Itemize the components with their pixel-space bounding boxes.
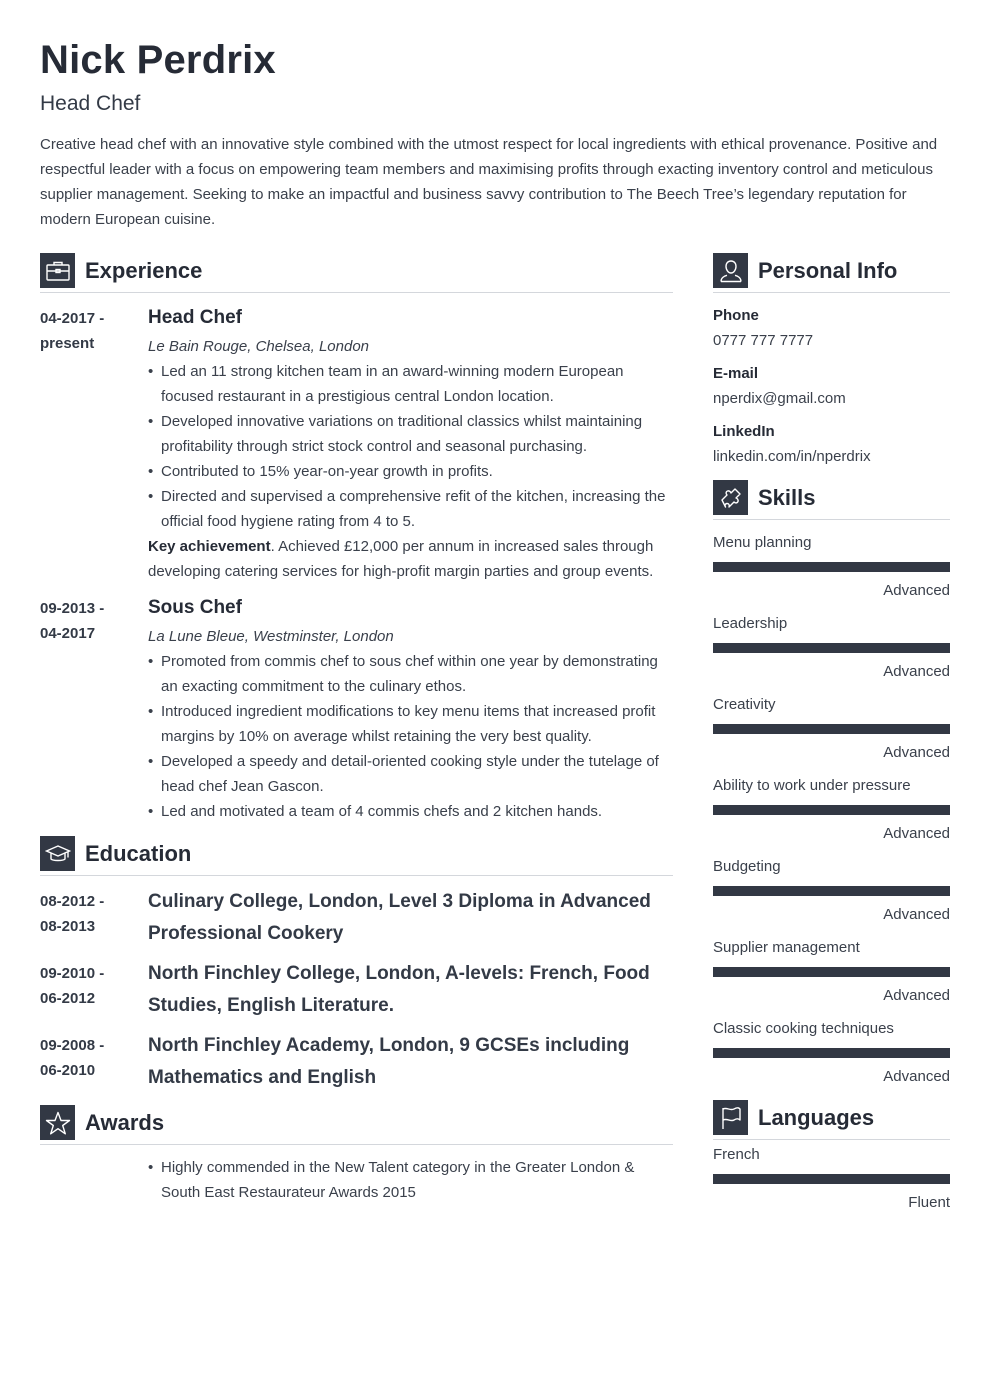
skill-name: French [713,1146,760,1163]
briefcase-icon [40,253,75,288]
candidate-name: Nick Perdrix [40,38,276,82]
job-employer: Le Bain Rouge, Chelsea, London [148,338,370,355]
education-date-start: 09-2008 - [40,1037,105,1054]
job-bullet: • Promoted from commis chef to sous chef within one year by demonstrating an exacting commitment to the culinary ethos. [148,649,673,699]
skill-bar [713,562,950,572]
skill-row [713,1145,950,1215]
skill-bar-fill [713,1048,950,1058]
education-date-start: 08-2012 - [40,893,105,910]
job-title: Sous Chef [148,597,242,618]
job-dates [40,596,140,646]
skill-level: Advanced [883,744,950,761]
education-dates [40,889,140,939]
education-section-header [40,836,673,876]
phone-label: Phone [713,307,759,324]
skill-name: Ability to work under pressure [713,777,911,794]
skill-row [713,533,950,603]
education-title: Education [85,841,192,866]
key-achievement [148,534,673,584]
awards-section-header [40,1105,673,1145]
education-degree: North Finchley Academy, London, 9 GCSEs including Mathematics and English [148,1035,630,1088]
job-bullet: • Led an 11 strong kitchen team in an award-winning modern European focused restaurant in a prestigious central London location. [148,359,673,409]
job-date-end: 04-2017 [40,625,96,642]
skill-level: Advanced [883,906,950,923]
person-icon [713,253,748,288]
award-item: • Highly commended in the New Talent category in the Greater London & South East Restaurateur Awards 2015 [148,1155,673,1205]
skill-level: Advanced [883,582,950,599]
skill-row [713,938,950,1008]
star-icon [40,1105,75,1140]
skill-level: Advanced [883,663,950,680]
job-title: Head Chef [148,307,242,328]
skill-level: Fluent [908,1194,950,1211]
skill-bar [713,886,950,896]
job-bullet: • Directed and supervised a comprehensive refit of the kitchen, increasing the official food hygiene rating from 4 to 5. [148,484,673,534]
job-employer: La Lune Bleue, Westminster, London [148,628,394,645]
skill-bar [713,1174,950,1184]
languages-title: Languages [758,1105,875,1130]
key-achievement-label: Key achievement [148,538,271,555]
linkedin-label: LinkedIn [713,423,775,440]
awards-title: Awards [85,1110,165,1135]
linkedin-value: linkedin.com/in/nperdrix [713,448,871,465]
job-date-start: 04-2017 - [40,310,105,327]
education-date-end: 08-2013 [40,918,96,935]
phone-value: 0777 777 7777 [713,332,814,349]
languages-section-header [713,1100,950,1140]
education-dates [40,1033,140,1083]
experience-title: Experience [85,258,203,283]
job-bullet: • Led and motivated a team of 4 commis chefs and 2 kitchen hands. [148,799,673,824]
skill-name: Supplier management [713,939,860,956]
job-date-end: present [40,335,95,352]
personal-info-title: Personal Info [758,258,898,283]
experience-section-header [40,253,673,293]
skills-section-header [713,480,950,520]
skill-bar-fill [713,967,950,977]
skill-bar-fill [713,643,950,653]
job-bullets [148,359,673,534]
skill-bar-fill [713,562,950,572]
skills-title: Skills [758,485,816,510]
skill-name: Creativity [713,696,776,713]
education-date-start: 09-2010 - [40,965,105,982]
job-dates [40,306,140,356]
email-value: nperdix@gmail.com [713,390,846,407]
job-bullet: • Developed innovative variations on traditional classics whilst maintaining profitability through strict stock control and seasonal purchasing. [148,409,673,459]
job-bullet: • Developed a speedy and detail-oriented cooking style under the tutelage of head chef Jean Gascon. [148,749,673,799]
skill-name: Classic cooking techniques [713,1020,894,1037]
education-degree: North Finchley College, London, A-levels: French, Food Studies, English Literature. [148,963,650,1016]
skill-bar-fill [713,805,950,815]
job-bullet: • Contributed to 15% year-on-year growth in profits. [148,459,673,484]
skill-bar [713,805,950,815]
education-date-end: 06-2012 [40,990,96,1007]
personal-info-list [713,306,950,467]
job-date-start: 09-2013 - [40,600,105,617]
key-achievement-text: . Achieved £12,000 per annum in increased sales through developing catering services for high-profit margin parties and group events. [148,538,654,580]
skill-bar [713,967,950,977]
skill-row [713,695,950,765]
skill-row [713,1019,950,1089]
skill-bar-fill [713,724,950,734]
job-bullet: • Introduced ingredient modifications to key menu items that increased profit margins by 10% on average whilst retaining the very best quality. [148,699,673,749]
personal-info-section-header [713,253,950,293]
skill-row [713,776,950,846]
skill-level: Advanced [883,987,950,1004]
education-date-end: 06-2010 [40,1062,96,1079]
skill-name: Menu planning [713,534,812,551]
skill-bar [713,1048,950,1058]
email-label: E-mail [713,365,759,382]
skill-name: Budgeting [713,858,781,875]
job-bullets [148,649,673,824]
education-degree: Culinary College, London, Level 3 Diploma in Advanced Professional Cookery [148,891,651,944]
skill-level: Advanced [883,1068,950,1085]
skill-bar-fill [713,1174,950,1184]
skill-level: Advanced [883,825,950,842]
skill-bar [713,724,950,734]
graduation-cap-icon [40,836,75,871]
skill-bar-fill [713,886,950,896]
skill-row [713,614,950,684]
candidate-role: Head Chef [40,92,141,115]
education-dates [40,961,140,1011]
skill-row [713,857,950,927]
skill-bar [713,643,950,653]
profile-summary: Creative head chef with an innovative style combined with the utmost respect for local ingredients with ethical provenance. Positive and respectful leader with a focus on empowering team members and maximising profits through exacting inventory control and meticulous supplier management. Seeking to make an impactful and business savvy contribution to The Beech Tree’s legendary reputation for modern European cuisine. [40,136,938,228]
puzzle-piece-icon [713,480,748,515]
flag-icon [713,1100,748,1135]
skill-name: Leadership [713,615,788,632]
